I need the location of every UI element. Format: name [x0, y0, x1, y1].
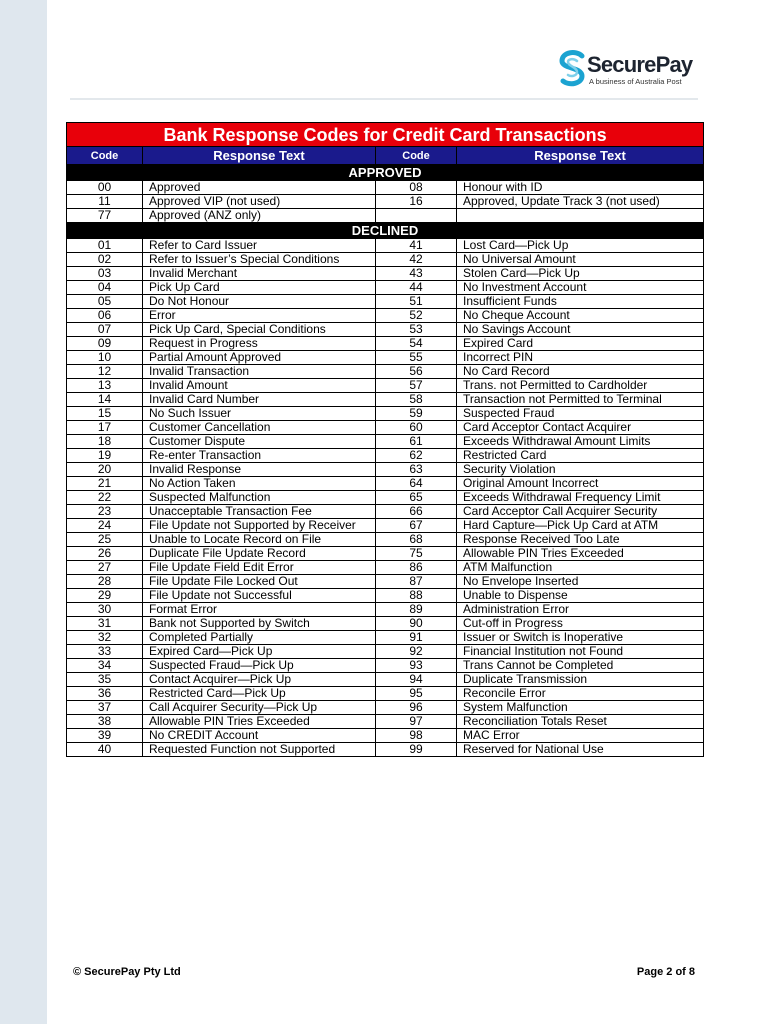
code-cell: 53: [376, 323, 457, 337]
table-row: [67, 435, 704, 449]
response-text-cell: No Universal Amount: [457, 253, 704, 267]
table-row: [67, 617, 704, 631]
response-text-cell: No Investment Account: [457, 281, 704, 295]
table-row: [67, 687, 704, 701]
page-side-strip: [0, 0, 47, 1024]
table-row: [67, 323, 704, 337]
header-divider: [70, 98, 698, 100]
table-row: [67, 589, 704, 603]
table-row: [67, 253, 704, 267]
code-cell: 92: [376, 645, 457, 659]
code-cell: 66: [376, 505, 457, 519]
response-text-cell: File Update File Locked Out: [143, 575, 376, 589]
section-label: APPROVED: [67, 165, 704, 181]
code-cell: 20: [67, 463, 143, 477]
response-text-cell: Expired Card: [457, 337, 704, 351]
table-row: [67, 743, 704, 757]
code-cell: 77: [67, 209, 143, 223]
code-cell: 25: [67, 533, 143, 547]
response-text-cell: Invalid Transaction: [143, 365, 376, 379]
table-row: [67, 505, 704, 519]
code-cell: 07: [67, 323, 143, 337]
response-text-cell: Hard Capture—Pick Up Card at ATM: [457, 519, 704, 533]
code-cell: 36: [67, 687, 143, 701]
response-text-cell: Issuer or Switch is Inoperative: [457, 631, 704, 645]
response-text-cell: File Update not Successful: [143, 589, 376, 603]
code-cell: 98: [376, 729, 457, 743]
code-cell: 27: [67, 561, 143, 575]
table-row: [67, 463, 704, 477]
response-text-cell: Invalid Merchant: [143, 267, 376, 281]
code-cell: 06: [67, 309, 143, 323]
response-text-cell: Pick Up Card: [143, 281, 376, 295]
code-cell: 59: [376, 407, 457, 421]
code-cell: 67: [376, 519, 457, 533]
code-cell: 28: [67, 575, 143, 589]
table-row: [67, 477, 704, 491]
response-text-cell: Restricted Card: [457, 449, 704, 463]
code-cell: 35: [67, 673, 143, 687]
table-row: [67, 673, 704, 687]
response-text-cell: Security Violation: [457, 463, 704, 477]
response-text-cell: Duplicate File Update Record: [143, 547, 376, 561]
code-cell: 33: [67, 645, 143, 659]
table-title: Bank Response Codes for Credit Card Transactions: [67, 123, 704, 147]
code-cell: 39: [67, 729, 143, 743]
code-cell: 17: [67, 421, 143, 435]
code-cell: 99: [376, 743, 457, 757]
code-cell: 51: [376, 295, 457, 309]
response-text-cell: Refer to Issuer’s Special Conditions: [143, 253, 376, 267]
response-text-cell: Format Error: [143, 603, 376, 617]
code-cell: 65: [376, 491, 457, 505]
column-header-response-text: Response Text: [457, 147, 704, 165]
code-cell: 93: [376, 659, 457, 673]
response-text-cell: Partial Amount Approved: [143, 351, 376, 365]
code-cell: 00: [67, 181, 143, 195]
response-text-cell: Request in Progress: [143, 337, 376, 351]
response-text-cell: Cut-off in Progress: [457, 617, 704, 631]
response-text-cell: Card Acceptor Call Acquirer Security: [457, 505, 704, 519]
response-text-cell: Bank not Supported by Switch: [143, 617, 376, 631]
table-row: [67, 393, 704, 407]
response-text-cell: Allowable PIN Tries Exceeded: [143, 715, 376, 729]
table-row: [67, 603, 704, 617]
code-cell: 91: [376, 631, 457, 645]
table-row: [67, 561, 704, 575]
code-cell: 24: [67, 519, 143, 533]
code-cell: 29: [67, 589, 143, 603]
securepay-s-logo-icon: [556, 50, 590, 88]
code-cell: [376, 209, 457, 223]
code-cell: 68: [376, 533, 457, 547]
code-cell: 97: [376, 715, 457, 729]
response-text-cell: Invalid Response: [143, 463, 376, 477]
table-row: [67, 715, 704, 729]
response-text-cell: MAC Error: [457, 729, 704, 743]
table-row: [67, 351, 704, 365]
table-row: [67, 575, 704, 589]
response-text-cell: No CREDIT Account: [143, 729, 376, 743]
response-text-cell: Do Not Honour: [143, 295, 376, 309]
response-text-cell: Contact Acquirer—Pick Up: [143, 673, 376, 687]
response-codes-table: [66, 122, 704, 757]
code-cell: 58: [376, 393, 457, 407]
code-cell: 16: [376, 195, 457, 209]
column-header-response-text: Response Text: [143, 147, 376, 165]
response-text-cell: Suspected Fraud—Pick Up: [143, 659, 376, 673]
response-text-cell: Unable to Dispense: [457, 589, 704, 603]
response-text-cell: Lost Card—Pick Up: [457, 239, 704, 253]
table-row: [67, 195, 704, 209]
footer-page-number: Page 2 of 8: [636, 966, 695, 978]
section-header-row: [67, 165, 704, 181]
response-text-cell: Transaction not Permitted to Terminal: [457, 393, 704, 407]
response-text-cell: Invalid Card Number: [143, 393, 376, 407]
code-cell: 55: [376, 351, 457, 365]
code-cell: 89: [376, 603, 457, 617]
response-text-cell: Restricted Card—Pick Up: [143, 687, 376, 701]
response-text-cell: Approved, Update Track 3 (not used): [457, 195, 704, 209]
response-text-cell: Invalid Amount: [143, 379, 376, 393]
response-text-cell: ATM Malfunction: [457, 561, 704, 575]
response-text-cell: Reserved for National Use: [457, 743, 704, 757]
code-cell: 12: [67, 365, 143, 379]
response-text-cell: Refer to Card Issuer: [143, 239, 376, 253]
code-cell: 75: [376, 547, 457, 561]
code-cell: 05: [67, 295, 143, 309]
response-text-cell: Approved VIP (not used): [143, 195, 376, 209]
code-cell: 19: [67, 449, 143, 463]
table-row: [67, 309, 704, 323]
response-text-cell: Insufficient Funds: [457, 295, 704, 309]
response-text-cell: Requested Function not Supported: [143, 743, 376, 757]
response-text-cell: Trans. not Permitted to Cardholder: [457, 379, 704, 393]
table-row: [67, 491, 704, 505]
code-cell: 23: [67, 505, 143, 519]
response-text-cell: Reconciliation Totals Reset: [457, 715, 704, 729]
table-row: [67, 645, 704, 659]
code-cell: 37: [67, 701, 143, 715]
code-cell: 62: [376, 449, 457, 463]
response-text-cell: Reconcile Error: [457, 687, 704, 701]
table-row: [67, 631, 704, 645]
code-cell: 60: [376, 421, 457, 435]
table-row: [67, 729, 704, 743]
response-text-cell: Financial Institution not Found: [457, 645, 704, 659]
response-text-cell: No Such Issuer: [143, 407, 376, 421]
response-text-cell: File Update not Supported by Receiver: [143, 519, 376, 533]
response-text-cell: Suspected Fraud: [457, 407, 704, 421]
response-text-cell: System Malfunction: [457, 701, 704, 715]
response-text-cell: Original Amount Incorrect: [457, 477, 704, 491]
code-cell: 52: [376, 309, 457, 323]
code-cell: 32: [67, 631, 143, 645]
table-row: [67, 295, 704, 309]
response-text-cell: Stolen Card—Pick Up: [457, 267, 704, 281]
column-header-row: [67, 147, 704, 165]
code-cell: 41: [376, 239, 457, 253]
code-cell: 02: [67, 253, 143, 267]
response-text-cell: Approved: [143, 181, 376, 195]
table-row: [67, 659, 704, 673]
table-row: [67, 239, 704, 253]
code-cell: 44: [376, 281, 457, 295]
code-cell: 88: [376, 589, 457, 603]
response-text-cell: Error: [143, 309, 376, 323]
code-cell: 13: [67, 379, 143, 393]
response-text-cell: Duplicate Transmission: [457, 673, 704, 687]
response-text-cell: [457, 209, 704, 223]
footer-copyright: © SecurePay Pty Ltd: [73, 966, 181, 978]
code-cell: 38: [67, 715, 143, 729]
response-text-cell: Allowable PIN Tries Exceeded: [457, 547, 704, 561]
response-text-cell: No Action Taken: [143, 477, 376, 491]
code-cell: 21: [67, 477, 143, 491]
table-row: [67, 365, 704, 379]
response-text-cell: Call Acquirer Security—Pick Up: [143, 701, 376, 715]
code-cell: 09: [67, 337, 143, 351]
column-header-code: Code: [376, 147, 457, 165]
code-cell: 34: [67, 659, 143, 673]
code-cell: 14: [67, 393, 143, 407]
code-cell: 90: [376, 617, 457, 631]
code-cell: 64: [376, 477, 457, 491]
securepay-logo: [556, 50, 691, 90]
table-row: [67, 547, 704, 561]
response-text-cell: Pick Up Card, Special Conditions: [143, 323, 376, 337]
code-cell: 31: [67, 617, 143, 631]
code-cell: 43: [376, 267, 457, 281]
response-text-cell: Card Acceptor Contact Acquirer: [457, 421, 704, 435]
response-text-cell: No Cheque Account: [457, 309, 704, 323]
table-row: [67, 449, 704, 463]
code-cell: 57: [376, 379, 457, 393]
table-row: [67, 209, 704, 223]
response-text-cell: Administration Error: [457, 603, 704, 617]
code-cell: 08: [376, 181, 457, 195]
code-cell: 94: [376, 673, 457, 687]
table-row: [67, 421, 704, 435]
code-cell: 11: [67, 195, 143, 209]
response-text-cell: Exceeds Withdrawal Amount Limits: [457, 435, 704, 449]
response-text-cell: Exceeds Withdrawal Frequency Limit: [457, 491, 704, 505]
code-cell: 86: [376, 561, 457, 575]
code-cell: 10: [67, 351, 143, 365]
code-cell: 96: [376, 701, 457, 715]
column-header-code: Code: [67, 147, 143, 165]
response-text-cell: Re-enter Transaction: [143, 449, 376, 463]
code-cell: 42: [376, 253, 457, 267]
section-label: DECLINED: [67, 223, 704, 239]
table-row: [67, 701, 704, 715]
code-cell: 22: [67, 491, 143, 505]
brand-tagline: A business of Australia Post: [589, 77, 682, 86]
response-text-cell: Expired Card—Pick Up: [143, 645, 376, 659]
table-title-row: [67, 123, 704, 147]
code-cell: 30: [67, 603, 143, 617]
brand-name: SecurePay: [587, 52, 693, 77]
table-row: [67, 519, 704, 533]
response-text-cell: Honour with ID: [457, 181, 704, 195]
response-text-cell: Completed Partially: [143, 631, 376, 645]
table-row: [67, 267, 704, 281]
response-text-cell: File Update Field Edit Error: [143, 561, 376, 575]
code-cell: 61: [376, 435, 457, 449]
table-row: [67, 281, 704, 295]
response-text-cell: Unacceptable Transaction Fee: [143, 505, 376, 519]
section-header-row: [67, 223, 704, 239]
code-cell: 18: [67, 435, 143, 449]
response-text-cell: No Savings Account: [457, 323, 704, 337]
response-text-cell: Unable to Locate Record on File: [143, 533, 376, 547]
table-row: [67, 379, 704, 393]
code-cell: 15: [67, 407, 143, 421]
code-cell: 40: [67, 743, 143, 757]
response-text-cell: Trans Cannot be Completed: [457, 659, 704, 673]
table-row: [67, 407, 704, 421]
code-cell: 87: [376, 575, 457, 589]
code-cell: 56: [376, 365, 457, 379]
response-text-cell: No Envelope Inserted: [457, 575, 704, 589]
code-cell: 04: [67, 281, 143, 295]
table-row: [67, 533, 704, 547]
response-text-cell: Incorrect PIN: [457, 351, 704, 365]
response-text-cell: No Card Record: [457, 365, 704, 379]
code-cell: 54: [376, 337, 457, 351]
table-row: [67, 181, 704, 195]
response-text-cell: Approved (ANZ only): [143, 209, 376, 223]
code-cell: 01: [67, 239, 143, 253]
response-text-cell: Suspected Malfunction: [143, 491, 376, 505]
code-cell: 03: [67, 267, 143, 281]
code-cell: 63: [376, 463, 457, 477]
response-text-cell: Customer Dispute: [143, 435, 376, 449]
response-text-cell: Customer Cancellation: [143, 421, 376, 435]
code-cell: 26: [67, 547, 143, 561]
code-cell: 95: [376, 687, 457, 701]
table-row: [67, 337, 704, 351]
response-text-cell: Response Received Too Late: [457, 533, 704, 547]
